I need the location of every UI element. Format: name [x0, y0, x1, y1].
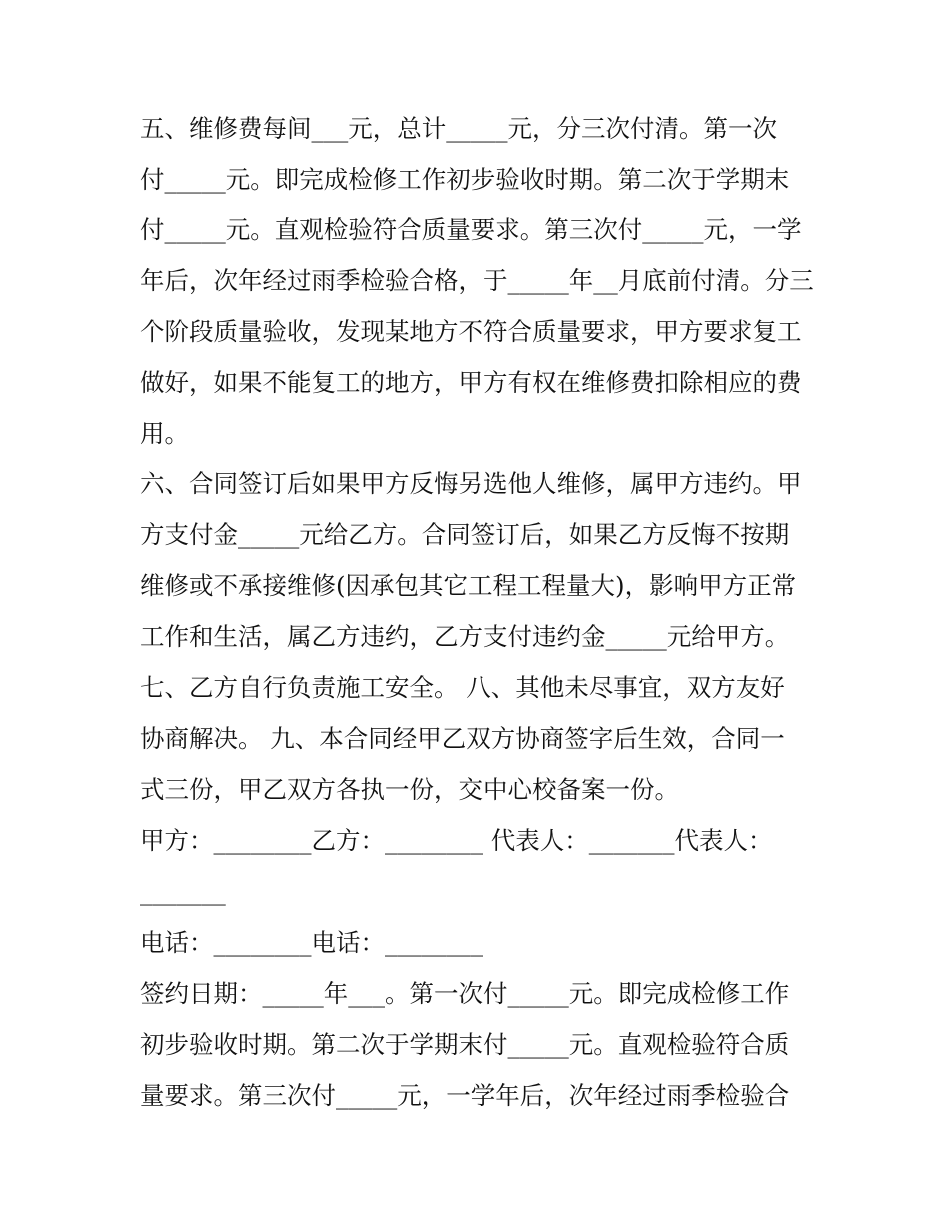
- text-line: 电话：________电话：________: [140, 928, 483, 957]
- text-line: 量要求。第三次付_____元，一学年后，次年经过雨季检验合: [140, 1081, 790, 1110]
- text-line: 签约日期：_____年___。第一次付_____元。即完成检修工作: [140, 979, 790, 1008]
- text-line: 式三份，甲乙双方各执一份，交中心校备案一份。: [140, 775, 679, 804]
- text-line: 维修或不承接维修(因承包其它工程工程量大)，影响甲方正常: [140, 571, 797, 600]
- text-line: 用。: [140, 419, 189, 448]
- text-line: 六、合同签订后如果甲方反悔另选他人维修，属甲方违约。甲: [140, 469, 802, 498]
- text-line: 个阶段质量验收，发现某地方不符合质量要求，甲方要求复工: [140, 317, 802, 346]
- text-line: 协商解决。 九、本合同经甲乙双方协商签字后生效，合同一: [140, 724, 785, 753]
- text-line: 方支付金_____元给乙方。合同签订后，如果乙方反悔不按期: [140, 520, 790, 549]
- text-line: 甲方：________乙方：________ 代表人：_______代表人：: [140, 826, 773, 855]
- text-line: 五、维修费每间___元，总计_____元，分三次付清。第一次: [140, 114, 777, 143]
- text-line: 年后，次年经过雨季检验合格，于_____年__月底前付清。分三: [140, 266, 814, 295]
- text-line: 初步验收时期。第二次于学期末付_____元。直观检验符合质: [140, 1030, 790, 1059]
- text-line: _______: [140, 877, 226, 906]
- text-line: 七、乙方自行负责施工安全。 八、其他未尽事宜，双方友好: [140, 673, 785, 702]
- text-line: 付_____元。直观检验符合质量要求。第三次付_____元，一学: [140, 215, 802, 244]
- text-line: 工作和生活，属乙方违约，乙方支付违约金_____元给甲方。: [140, 622, 790, 651]
- text-line: 做好，如果不能复工的地方，甲方有权在维修费扣除相应的费: [140, 368, 802, 397]
- text-line: 付_____元。即完成检修工作初步验收时期。第二次于学期末: [140, 165, 790, 194]
